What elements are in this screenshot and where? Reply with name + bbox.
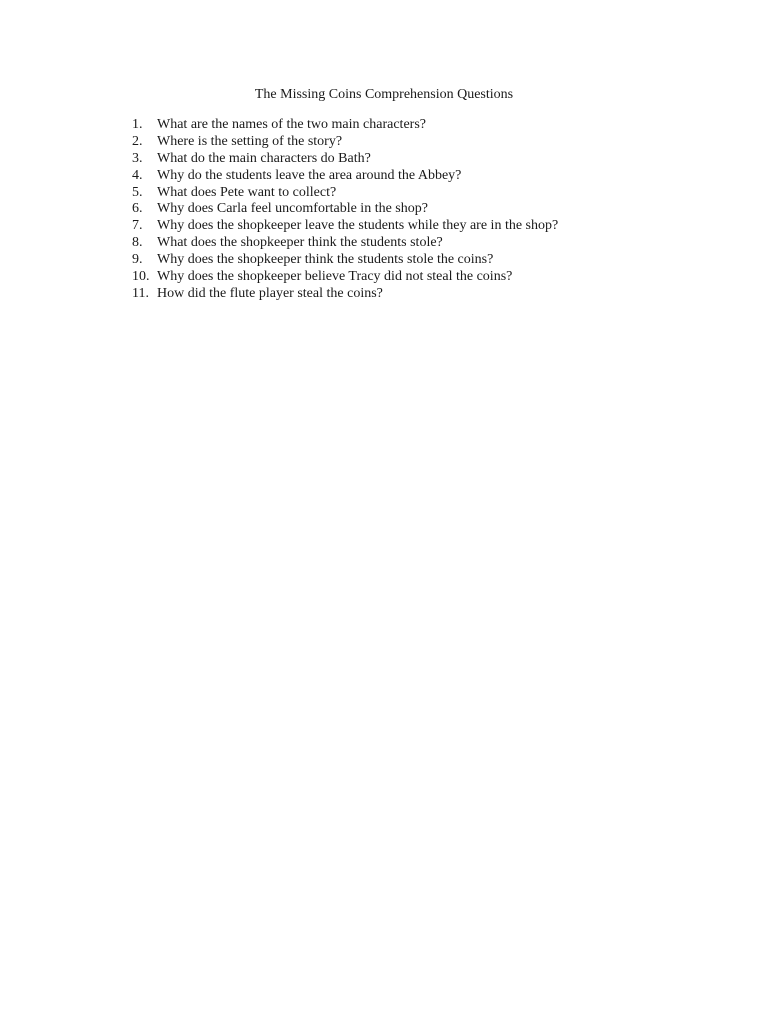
question-item [132, 235, 558, 252]
question-text: Why does the shopkeeper believe Tracy did not steal the coins? [157, 269, 513, 285]
question-item [132, 185, 558, 202]
question-item [132, 117, 558, 134]
question-text: Why do the students leave the area around the Abbey? [157, 167, 462, 183]
question-item [132, 151, 558, 168]
question-number: 8. [132, 235, 143, 251]
question-number: 4. [132, 167, 143, 183]
question-item [132, 134, 558, 151]
question-number: 5. [132, 184, 143, 200]
question-item [132, 252, 558, 269]
question-text: How did the flute player steal the coins? [157, 285, 383, 301]
question-number: 1. [132, 117, 143, 132]
question-list [132, 117, 558, 303]
question-number: 3. [132, 150, 143, 166]
question-item [132, 218, 558, 235]
question-item [132, 201, 558, 218]
question-number: 9. [132, 252, 143, 268]
question-text: What do the main characters do Bath? [157, 150, 371, 166]
question-number: 2. [132, 133, 143, 149]
question-text: Why does Carla feel uncomfortable in the shop? [157, 201, 428, 217]
question-item [132, 168, 558, 185]
document-title: The Missing Coins Comprehension Questions [254, 87, 514, 102]
question-text: What does Pete want to collect? [157, 184, 337, 200]
question-text: Why does the shopkeeper think the students stole the coins? [157, 252, 494, 268]
question-text: Where is the setting of the story? [157, 133, 343, 149]
question-text: Why does the shopkeeper leave the students while they are in the shop? [157, 218, 559, 234]
question-number: 11. [132, 285, 149, 301]
question-text: What are the names of the two main characters? [157, 117, 426, 132]
question-item [132, 269, 558, 286]
question-number: 10. [132, 269, 150, 285]
question-item [132, 286, 558, 303]
question-number: 7. [132, 218, 143, 234]
question-number: 6. [132, 201, 143, 217]
question-text: What does the shopkeeper think the students stole? [157, 235, 443, 251]
